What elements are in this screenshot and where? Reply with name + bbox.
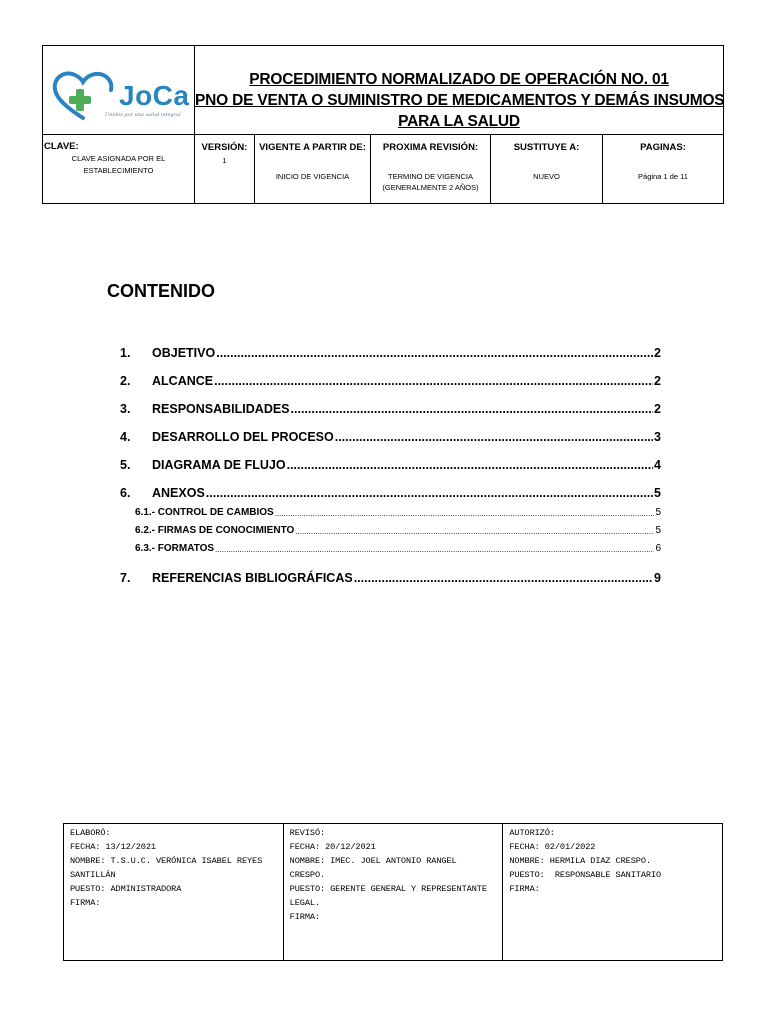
toc-sub-page: 5 [655, 525, 661, 536]
toc-leader [354, 571, 653, 585]
autorizo-puesto: PUESTO: RESPONSABLE SANITARIO [509, 870, 662, 880]
toc-leader [287, 458, 653, 472]
toc-leader [275, 509, 655, 518]
toc-number: 1. [120, 346, 131, 360]
joca-logo [49, 70, 191, 126]
paginas-cell [603, 135, 723, 203]
elaboro-firma: FIRMA: [70, 898, 101, 908]
toc-sub-label: 6.1.- CONTROL DE CAMBIOS [135, 507, 274, 518]
signature-reviso [284, 824, 504, 960]
vigente-label: VIGENTE A PARTIR DE: [259, 142, 366, 153]
toc-page: 2 [654, 402, 661, 416]
toc-label: RESPONSABILIDADES [152, 402, 290, 416]
toc-item-alcance[interactable] [120, 360, 661, 388]
toc-number: 4. [120, 430, 131, 444]
toc-page: 2 [654, 346, 661, 360]
paginas-value: Página 1 de 11 [638, 172, 688, 181]
document-header-table [42, 45, 724, 204]
toc-item-diagrama[interactable] [120, 444, 661, 472]
toc-leader [335, 430, 653, 444]
document-title [195, 46, 723, 134]
title-line-2: PNO DE VENTA O SUMINISTRO DE MEDICAMENTOS Y DEMÁS INSUMOS [195, 92, 725, 109]
toc-sub-label: 6.2.- FIRMAS DE CONOCIMIENTO [135, 525, 295, 536]
reviso-fecha: FECHA: 20/12/2021 [289, 842, 376, 852]
version-value: 1 [222, 156, 227, 165]
toc-leader [295, 527, 654, 536]
toc-leader [216, 346, 653, 360]
toc-label: DIAGRAMA DE FLUJO [152, 458, 286, 472]
toc-leader [206, 486, 653, 500]
elaboro-fecha: FECHA: 13/12/2021 [70, 842, 156, 852]
autorizo-title: AUTORIZÓ: [509, 828, 555, 838]
toc-label: OBJETIVO [152, 346, 216, 360]
signature-autorizo [503, 824, 722, 960]
toc-item-anexos[interactable] [120, 472, 661, 500]
autorizo-fecha: FECHA: 02/01/2022 [509, 842, 596, 852]
toc-page: 4 [654, 458, 661, 472]
table-of-contents [120, 338, 661, 585]
header-fields-row [43, 134, 723, 203]
toc-item-responsabilidades[interactable] [120, 388, 661, 416]
clave-cell [43, 135, 195, 203]
toc-label: DESARROLLO DEL PROCESO [152, 430, 334, 444]
toc-label: ANEXOS [152, 486, 205, 500]
toc-item-referencias[interactable] [120, 554, 661, 585]
toc-label: REFERENCIAS BIBLIOGRÁFICAS [152, 571, 353, 585]
elaboro-nombre: NOMBRE: T.S.U.C. VERÓNICA ISABEL REYES SANTILLÁN [70, 856, 268, 880]
clave-value: CLAVE ASIGNADA POR EL ESTABLECIMIENTO [71, 154, 166, 175]
contenido-heading: CONTENIDO [107, 281, 215, 301]
vigente-value: INICIO DE VIGENCIA [275, 172, 350, 181]
toc-subitem-firmas[interactable] [135, 518, 661, 536]
sustituye-value: NUEVO [533, 172, 560, 181]
toc-leader [214, 374, 653, 388]
elaboro-puesto: PUESTO: ADMINISTRADORA [70, 884, 182, 894]
toc-leader [215, 545, 654, 554]
logo-cell [43, 46, 195, 134]
toc-item-objetivo[interactable] [120, 338, 661, 360]
toc-page: 5 [654, 486, 661, 500]
logo-brand-text: JoCa [119, 80, 190, 111]
reviso-nombre: NOMBRE: IMEC. JOEL ANTONIO RANGEL CRESPO. [289, 856, 462, 880]
elaboro-title: ELABORÓ: [70, 828, 111, 838]
toc-sub-label: 6.3.- FORMATOS [135, 543, 215, 554]
reviso-title: REVISÓ: [289, 828, 326, 838]
logo-tagline: Unidos por una salud integral [105, 112, 181, 118]
toc-label: ALCANCE [152, 374, 214, 388]
version-label: VERSIÓN: [201, 142, 248, 153]
autorizo-nombre: NOMBRE: HERMILA DIAZ CRESPO. [509, 856, 651, 866]
revision-label: PROXIMA REVISIÓN: [382, 142, 479, 153]
toc-page: 9 [654, 571, 661, 585]
clave-label: CLAVE: [44, 141, 79, 152]
toc-number: 2. [120, 374, 131, 388]
toc-number: 5. [120, 458, 131, 472]
signature-elaboro [64, 824, 284, 960]
revision-cell [371, 135, 491, 203]
reviso-firma: FIRMA: [289, 912, 321, 922]
title-line-3: PARA LA SALUD [398, 113, 520, 130]
toc-number: 6. [120, 486, 131, 500]
vigente-cell [255, 135, 371, 203]
revision-value: TERMINO DE VIGENCIA (GENERALMENTE 2 AÑOS) [382, 172, 479, 192]
version-cell [195, 135, 255, 203]
toc-page: 2 [654, 374, 661, 388]
signature-table [63, 823, 723, 961]
toc-sub-page: 5 [655, 507, 661, 518]
toc-subitem-control-cambios[interactable] [135, 500, 661, 518]
toc-leader [291, 402, 654, 416]
title-line-1: PROCEDIMIENTO NORMALIZADO DE OPERACIÓN NO. 01 [249, 71, 669, 88]
toc-page: 3 [654, 430, 661, 444]
sustituye-label: SUSTITUYE A: [513, 142, 580, 153]
toc-number: 3. [120, 402, 131, 416]
reviso-puesto: PUESTO: GERENTE GENERAL Y REPRESENTANTE LEGAL. [289, 884, 492, 908]
autorizo-firma: FIRMA: [509, 884, 540, 894]
toc-number: 7. [120, 571, 131, 585]
toc-item-desarrollo[interactable] [120, 416, 661, 444]
toc-subitem-formatos[interactable] [135, 536, 661, 554]
paginas-label: PAGINAS: [640, 142, 686, 153]
toc-sub-page: 6 [655, 543, 661, 554]
sustituye-cell [491, 135, 603, 203]
